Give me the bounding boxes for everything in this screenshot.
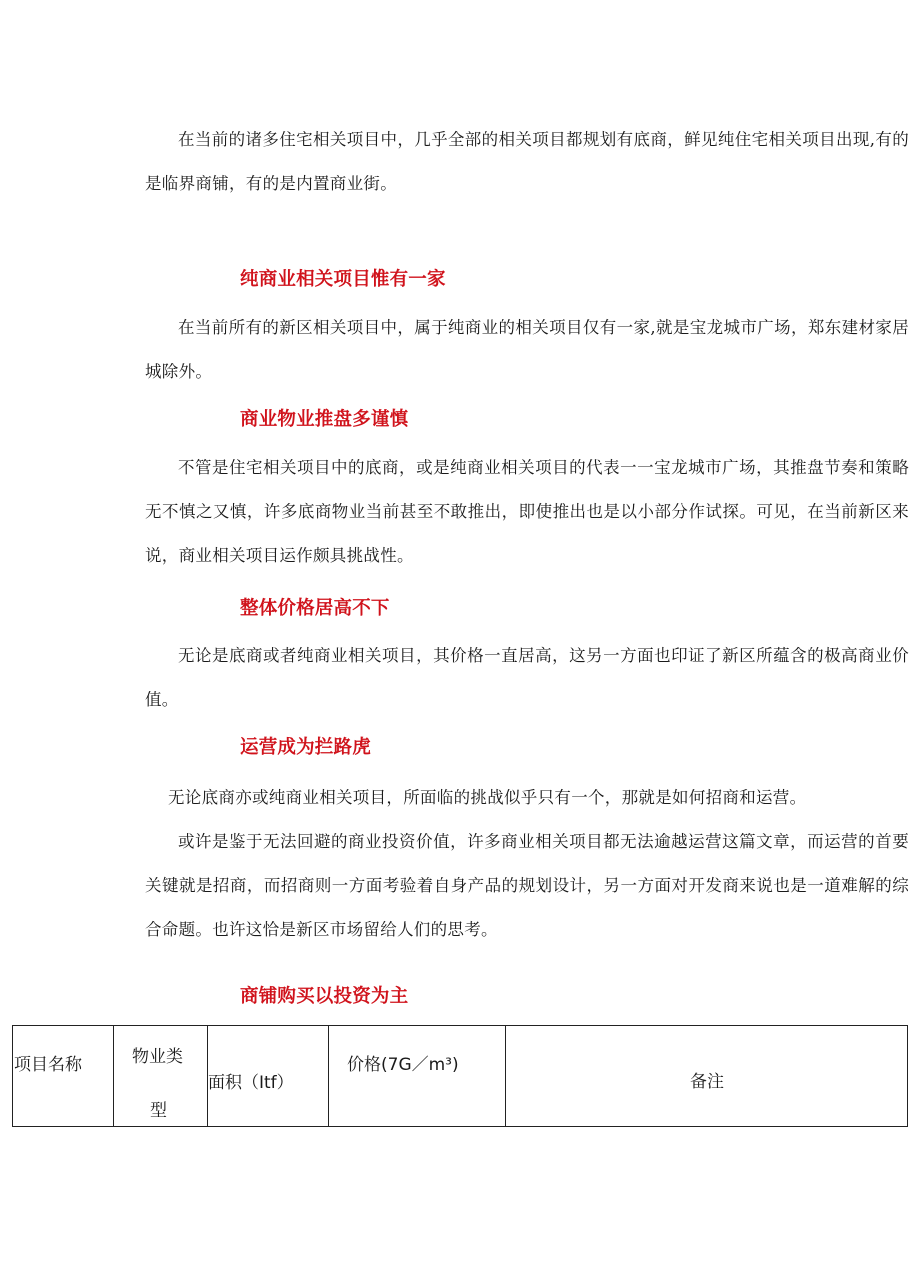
paragraph-cautious-launch: 不管是住宅相关项目中的底商，或是纯商业相关项目的代表一一宝龙城市广场，其推盘节奏和策略无不慎之又慎，许多底商物业当前甚至不敢推出，即使推出也是以小部分作试探。可见，在当前新区来说，商业相关项目运作颇具挑战性。	[145, 458, 909, 565]
col-header-property-type	[114, 1026, 208, 1127]
heading-cautious-launch: 商业物业推盘多谨慎	[240, 409, 409, 430]
property-type-label-line2: 型	[150, 1101, 167, 1121]
note-label: 备注	[690, 1072, 724, 1092]
col-header-price	[329, 1026, 506, 1127]
paragraph-high-price: 无论是底商或者纯商业相关项目，其价格一直居高，这另一方面也印证了新区所蕴含的极高商业价值。	[145, 646, 909, 709]
paragraph-intro: 在当前的诸多住宅相关项目中，几乎全部的相关项目都规划有底商，鲜见纯住宅相关项目出现,有的是临界商铺，有的是内置商业街。	[145, 130, 909, 193]
heading-pure-commercial: 纯商业相关项目惟有一家	[240, 269, 446, 290]
heading-shop-investment: 商铺购买以投资为主	[240, 986, 409, 1007]
table-header-row	[13, 1026, 908, 1127]
paragraph-operation-challenge: 无论底商亦或纯商业相关项目，所面临的挑战似乎只有一个，那就是如何招商和运营。	[168, 788, 807, 807]
col-header-note	[506, 1026, 908, 1127]
project-name-label: 项目名称	[14, 1055, 82, 1075]
col-header-project-name	[13, 1026, 114, 1127]
property-type-label-line1: 物业类	[132, 1047, 183, 1067]
price-label: 价格(7G／m³)	[347, 1055, 459, 1075]
heading-operation-obstacle: 运营成为拦路虎	[240, 737, 371, 758]
paragraph-pure-commercial: 在当前所有的新区相关项目中，属于纯商业的相关项目仅有一家,就是宝龙城市广场，郑东建材家居城除外。	[145, 318, 909, 381]
col-header-area	[208, 1026, 329, 1127]
area-label: 面积（Itf）	[208, 1073, 294, 1093]
heading-high-price: 整体价格居高不下	[240, 598, 390, 619]
project-table	[12, 1025, 908, 1127]
paragraph-operation-detail: 或许是鉴于无法回避的商业投资价值，许多商业相关项目都无法逾越运营这篇文章，而运营的首要关键就是招商，而招商则一方面考验着自身产品的规划设计，另一方面对开发商来说也是一道难解的综合命题。也许这恰是新区市场留给人们的思考。	[145, 832, 909, 939]
